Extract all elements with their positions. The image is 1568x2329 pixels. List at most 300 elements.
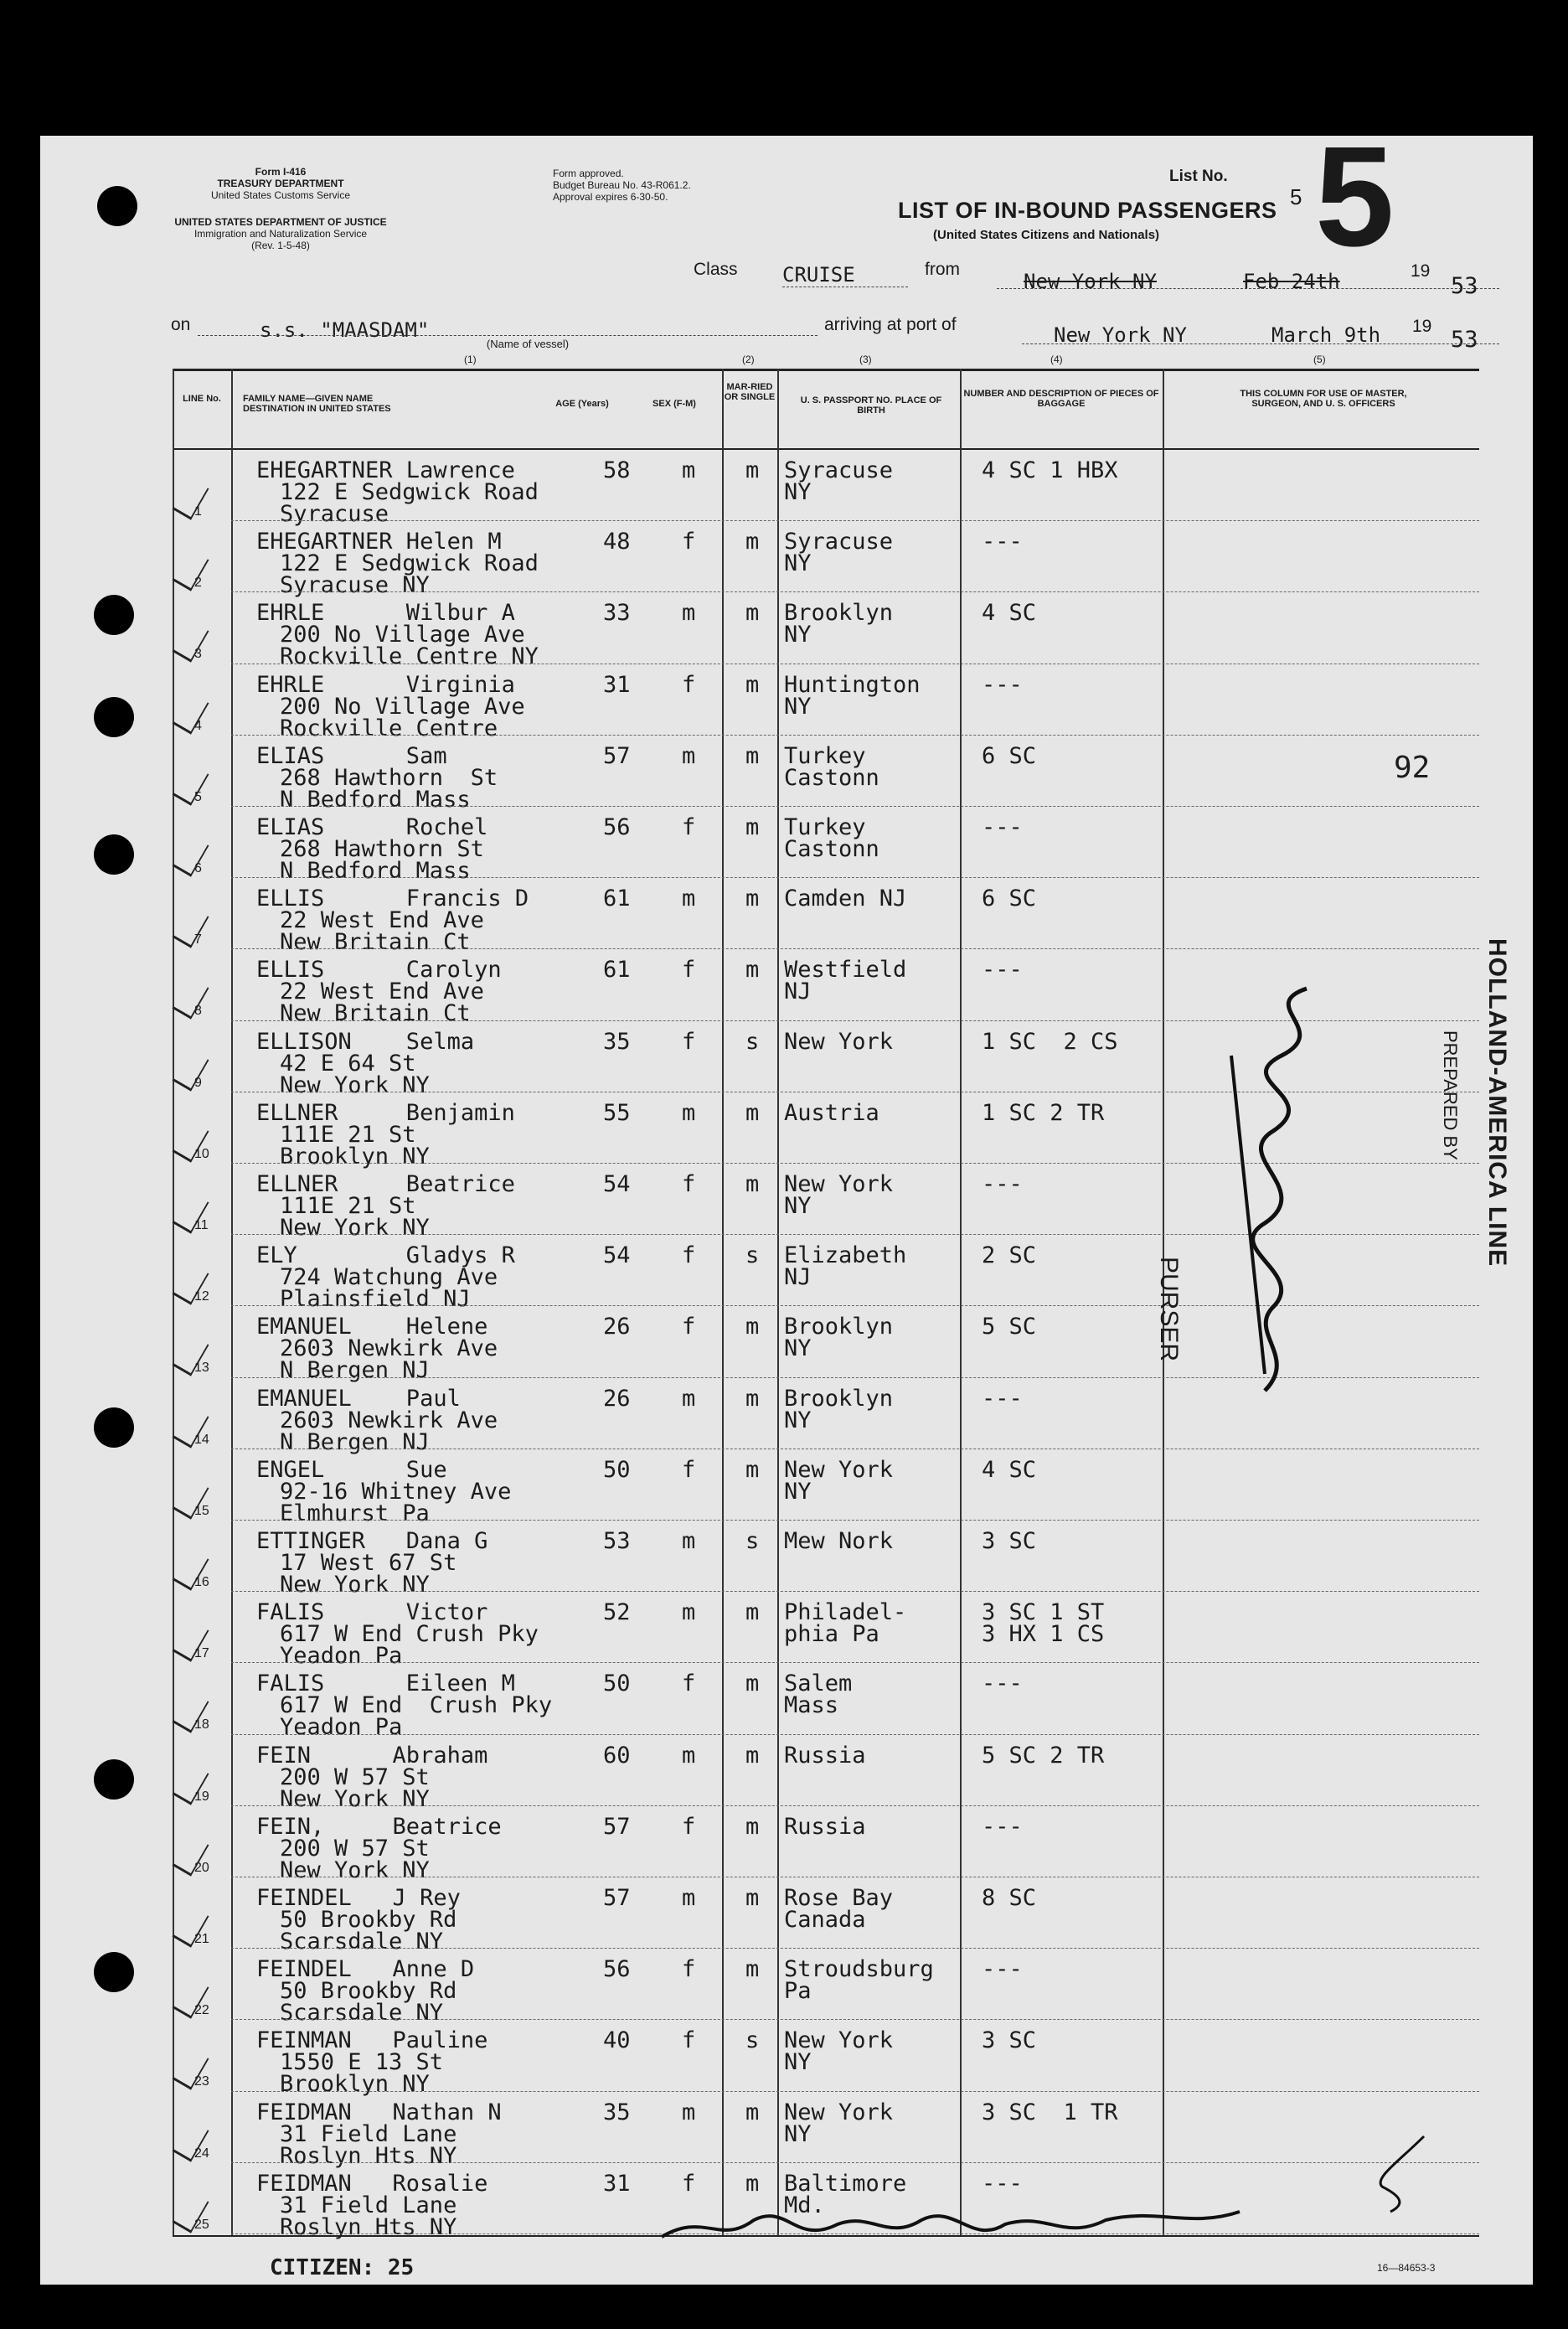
- passenger-name: ELLIS Francis D: [256, 886, 529, 912]
- marital-status-cell: m: [745, 1956, 760, 1983]
- line-number: 3: [194, 647, 202, 662]
- row-divider: [231, 1805, 1479, 1806]
- line-number: 16: [194, 1575, 209, 1589]
- sex-cell: f: [682, 1314, 696, 1340]
- line-number: 2: [194, 576, 202, 591]
- birthplace-line-1: Brooklyn: [784, 1385, 894, 1412]
- page-title: LIST OF IN-BOUND PASSENGERS: [898, 198, 1277, 223]
- header-sex: SEX (F-M): [652, 399, 696, 409]
- address-line-2: Syracuse NY: [280, 572, 430, 599]
- baggage-cell: ---: [982, 671, 1023, 698]
- marital-status-cell: m: [745, 1385, 760, 1412]
- line-number: 21: [194, 1932, 209, 1946]
- passenger-name: ELLNER Beatrice: [256, 1171, 515, 1197]
- baggage-cell: ---: [982, 814, 1023, 840]
- age-cell: 61: [603, 886, 631, 912]
- sex-cell: m: [682, 1099, 696, 1126]
- sex-cell: f: [682, 1242, 696, 1269]
- baggage-cell: ---: [982, 1956, 1023, 1983]
- passenger-name: ELLIS Carolyn: [256, 957, 502, 984]
- binder-hole: [94, 697, 134, 737]
- passenger-name: FEIDMAN Rosalie: [256, 2170, 488, 2197]
- approval-line-3: Approval expires 6-30-50.: [553, 191, 668, 203]
- address-line-2: Rockville Centre: [280, 715, 498, 741]
- marital-status-cell: m: [745, 1599, 760, 1626]
- marital-status-cell: m: [745, 600, 760, 627]
- form-number: Form I-416: [255, 166, 307, 178]
- marital-status-cell: m: [745, 1742, 760, 1769]
- row-divider: [231, 735, 1479, 736]
- birthplace-line-2: Canada: [784, 1907, 866, 1933]
- dept-justice: UNITED STATES DEPARTMENT OF JUSTICE: [174, 216, 387, 228]
- col-divider: [722, 369, 724, 2235]
- col-num-1: (1): [464, 354, 477, 365]
- year-prefix-2: 19: [1412, 317, 1432, 336]
- class-label: Class: [694, 260, 738, 279]
- address-line-1: 122 E Sedgwick Road: [280, 479, 539, 505]
- address-line-2: Yeadon Pa: [280, 1643, 403, 1670]
- approval-line-1: Form approved.: [553, 168, 624, 179]
- age-cell: 54: [603, 1242, 631, 1269]
- address-line-2: Scarsdale NY: [280, 2000, 444, 2027]
- age-cell: 60: [603, 1742, 631, 1769]
- marital-status-cell: s: [745, 1242, 760, 1269]
- baggage-cell: 3 SC 1 ST: [982, 1599, 1105, 1626]
- address-line-2: Yeadon Pa: [280, 1714, 403, 1741]
- marital-status-cell: m: [745, 1314, 760, 1340]
- header-age: AGE (Years): [555, 399, 609, 409]
- address-line-1: 2603 Newkirk Ave: [280, 1335, 498, 1362]
- address-line-2: New York NY: [280, 1856, 430, 1883]
- age-cell: 57: [603, 742, 631, 769]
- birthplace-line-1: Elizabeth: [784, 1242, 907, 1269]
- birthplace-line-1: Stroudsburg: [784, 1956, 934, 1983]
- line-number: 4: [194, 718, 202, 733]
- baggage-cell: 3 SC: [982, 1528, 1037, 1554]
- address-line-2: New Britain Ct: [280, 929, 471, 956]
- address-line-1: 724 Watchung Ave: [280, 1264, 498, 1291]
- address-line-1: 268 Hawthorn St: [280, 836, 484, 862]
- address-line-1: 22 West End Ave: [280, 979, 484, 1005]
- row-divider: [231, 1948, 1479, 1949]
- passenger-name: FEINDEL Anne D: [256, 1956, 475, 1983]
- birthplace-line-1: Russia: [784, 1813, 866, 1840]
- dept-customs: United States Customs Service: [210, 189, 351, 201]
- sex-cell: f: [682, 529, 696, 555]
- birthplace-line-1: Baltimore: [784, 2170, 907, 2197]
- birthplace-line-2: Md.: [784, 2192, 825, 2218]
- address-line-1: 200 W 57 St: [280, 1764, 430, 1790]
- sex-cell: f: [682, 2027, 696, 2054]
- address-line-2: New York NY: [280, 1572, 430, 1598]
- address-line-1: 200 No Village Ave: [280, 693, 525, 720]
- age-cell: 55: [603, 1099, 631, 1126]
- line-number: 23: [194, 2074, 209, 2089]
- revision: (Rev. 1-5-48): [251, 240, 310, 251]
- age-cell: 56: [603, 814, 631, 840]
- line-number: 6: [194, 861, 202, 875]
- baggage-cell: ---: [982, 2170, 1023, 2197]
- line-number: 8: [194, 1004, 202, 1019]
- age-cell: 58: [603, 457, 631, 483]
- dept-treasury: TREASURY DEPARTMENT: [217, 178, 344, 189]
- marital-status-cell: m: [745, 529, 760, 555]
- birthplace-line-2: Pa: [784, 1978, 812, 2005]
- address-line-2: Elmhurst Pa: [280, 1500, 430, 1526]
- birthplace-line-2: NY: [784, 1407, 812, 1433]
- line-number: 25: [194, 2217, 209, 2232]
- passenger-name: FALIS Victor: [256, 1599, 488, 1626]
- address-line-2: Brooklyn NY: [280, 1143, 430, 1170]
- binder-hole: [94, 834, 134, 875]
- year-prefix-1: 19: [1411, 261, 1431, 281]
- address-line-1: 617 W End Crush Pky: [280, 1621, 539, 1648]
- marital-status-cell: m: [745, 886, 760, 912]
- col-divider: [231, 369, 233, 2235]
- sex-cell: m: [682, 1742, 696, 1769]
- address-line-1: 42 E 64 St: [280, 1050, 416, 1077]
- annotation-92: 92: [1394, 751, 1431, 785]
- list-no-label: List No.: [1169, 168, 1228, 185]
- marital-status-cell: m: [745, 814, 760, 840]
- passenger-name: EHRLE Virginia: [256, 671, 515, 698]
- baggage-cell: 5 SC 2 TR: [982, 1742, 1105, 1769]
- address-line-2: New Britain Ct: [280, 1000, 471, 1027]
- from-port: New York NY: [1024, 270, 1157, 293]
- passenger-name: FALIS Eileen M: [256, 1671, 515, 1697]
- line-number: 10: [194, 1146, 209, 1161]
- age-cell: 61: [603, 957, 631, 984]
- header-line-no: LINE No.: [183, 394, 221, 404]
- address-line-2: Syracuse: [280, 501, 389, 527]
- age-cell: 52: [603, 1599, 631, 1626]
- marital-status-cell: m: [745, 1885, 760, 1911]
- header-passport: U. S. PASSPORT NO. PLACE OF BIRTH: [800, 395, 942, 416]
- address-line-1: 50 Brookby Rd: [280, 1907, 457, 1933]
- address-line-1: 111E 21 St: [280, 1193, 416, 1219]
- baggage-cell: ---: [982, 1171, 1023, 1197]
- age-cell: 48: [603, 529, 631, 555]
- address-line-1: 92-16 Whitney Ave: [280, 1478, 512, 1505]
- binder-hole: [94, 1759, 134, 1800]
- line-number: 18: [194, 1717, 209, 1733]
- sex-cell: m: [682, 1599, 696, 1626]
- binder-hole: [94, 595, 134, 635]
- row-divider: [231, 806, 1479, 807]
- marital-status-cell: s: [745, 1528, 760, 1554]
- sex-cell: f: [682, 1813, 696, 1840]
- col-num-3: (3): [859, 354, 872, 365]
- passenger-name: FEIN, Beatrice: [256, 1813, 502, 1840]
- marital-status-cell: m: [745, 2170, 760, 2197]
- age-cell: 31: [603, 671, 631, 698]
- address-line-1: 617 W End Crush Pky: [280, 1692, 553, 1719]
- address-line-2: New York NY: [280, 1785, 430, 1812]
- address-line-2: N Bergen NJ: [280, 1357, 430, 1384]
- col-divider: [777, 369, 779, 2235]
- age-cell: 40: [603, 2027, 631, 2054]
- marital-status-cell: m: [745, 1456, 760, 1483]
- address-line-1: 111E 21 St: [280, 1121, 416, 1148]
- birthplace-line-1: Turkey: [784, 742, 866, 769]
- baggage-cell: 6 SC: [982, 886, 1037, 912]
- header-married: MAR-RIED OR SINGLE: [724, 382, 776, 402]
- address-line-1: 31 Field Lane: [280, 2192, 457, 2218]
- arrival-port: New York NY: [1054, 323, 1187, 347]
- address-line-2: N Bedford Mass: [280, 786, 471, 813]
- passenger-name: EHEGARTNER Lawrence: [256, 457, 515, 483]
- line-number: 12: [194, 1289, 209, 1304]
- birthplace-line-2: NY: [784, 2120, 812, 2147]
- form-code: 16—84653-3: [1377, 2262, 1436, 2274]
- age-cell: 35: [603, 1028, 631, 1055]
- sex-cell: f: [682, 1456, 696, 1483]
- row-divider: [231, 1662, 1479, 1663]
- header-baggage: NUMBER AND DESCRIPTION OF PIECES OF BAGGAGE: [963, 389, 1159, 409]
- line-number: 1: [194, 504, 202, 519]
- col-num-4: (4): [1050, 354, 1063, 365]
- sex-cell: f: [682, 814, 696, 840]
- birthplace-line-1: New York: [784, 1171, 894, 1197]
- marital-status-cell: m: [745, 2099, 760, 2125]
- age-cell: 31: [603, 2170, 631, 2197]
- baggage-cell: 4 SC 1 HBX: [982, 457, 1118, 483]
- row-divider: [231, 948, 1479, 949]
- from-label: from: [925, 260, 960, 279]
- baggage-cell-2: 3 HX 1 CS: [982, 1621, 1105, 1648]
- birthplace-line-2: NY: [784, 1193, 812, 1219]
- arrival-underline: [1022, 343, 1499, 344]
- age-cell: 35: [603, 2099, 631, 2125]
- passenger-name: ENGEL Sue: [256, 1456, 447, 1483]
- citizen-total: CITIZEN: 25: [270, 2255, 415, 2280]
- baggage-cell: ---: [982, 1385, 1023, 1412]
- address-line-2: Roslyn Hts NY: [280, 2213, 457, 2240]
- line-number: 17: [194, 1646, 209, 1661]
- side-prepared-by: PREPARED BY: [1440, 1030, 1461, 1160]
- row-divider: [231, 591, 1479, 592]
- age-cell: 56: [603, 1956, 631, 1983]
- address-line-1: 122 E Sedgwick Road: [280, 550, 539, 577]
- margin-mark: [1365, 2128, 1432, 2220]
- marital-status-cell: m: [745, 457, 760, 483]
- row-divider: [231, 1734, 1479, 1735]
- age-cell: 33: [603, 600, 631, 627]
- birthplace-line-1: Westfield: [784, 957, 907, 984]
- row-divider: [231, 2019, 1479, 2020]
- baggage-cell: 1 SC 2 CS: [982, 1028, 1118, 1055]
- baggage-cell: ---: [982, 957, 1023, 984]
- line-number: 24: [194, 2146, 209, 2161]
- address-line-2: Plainsfield NJ: [280, 1286, 471, 1313]
- row-divider: [231, 877, 1479, 878]
- baggage-cell: 4 SC: [982, 1456, 1037, 1483]
- sex-cell: f: [682, 1671, 696, 1697]
- marital-status-cell: m: [745, 1813, 760, 1840]
- sex-cell: f: [682, 671, 696, 698]
- address-line-2: New York NY: [280, 1072, 430, 1098]
- baggage-cell: 3 SC: [982, 2027, 1037, 2054]
- birthplace-line-1: Camden NJ: [784, 886, 907, 912]
- row-divider: [231, 2162, 1479, 2163]
- passenger-name: EHEGARTNER Helen M: [256, 529, 502, 555]
- birthplace-line-2: NY: [784, 550, 812, 577]
- marital-status-cell: m: [745, 1671, 760, 1697]
- line-number: 20: [194, 1860, 209, 1875]
- passenger-name: EHRLE Wilbur A: [256, 600, 515, 627]
- passenger-name: ELY Gladys R: [256, 1242, 515, 1269]
- birthplace-line-2: NY: [784, 1478, 812, 1505]
- list-no-big: 5: [1315, 117, 1395, 276]
- col-num-5: (5): [1313, 354, 1326, 365]
- marital-status-cell: m: [745, 1099, 760, 1126]
- baggage-cell: 4 SC: [982, 600, 1037, 627]
- birthplace-line-1: Brooklyn: [784, 600, 894, 627]
- birthplace-line-1: Rose Bay: [784, 1885, 894, 1911]
- passenger-name: ELIAS Sam: [256, 742, 447, 769]
- line-number: 14: [194, 1432, 209, 1447]
- age-cell: 50: [603, 1671, 631, 1697]
- birthplace-line-1: Philadel-: [784, 1599, 907, 1626]
- binder-hole: [94, 1952, 134, 1992]
- birthplace-line-2: Mass: [784, 1692, 839, 1719]
- sex-cell: m: [682, 886, 696, 912]
- address-line-2: Scarsdale NY: [280, 1929, 444, 1955]
- row-divider: [231, 520, 1479, 521]
- sex-cell: m: [682, 1885, 696, 1911]
- address-line-1: 268 Hawthorn St: [280, 764, 498, 791]
- baggage-cell: 8 SC: [982, 1885, 1037, 1911]
- birthplace-line-1: Syracuse: [784, 529, 894, 555]
- address-line-2: Roslyn Hts NY: [280, 2142, 457, 2169]
- class-value: CRUISE: [782, 263, 908, 287]
- line-number: 5: [194, 789, 202, 804]
- purser-signature: [1206, 972, 1340, 1407]
- side-purser: PURSER: [1155, 1257, 1183, 1362]
- approval-line-2: Budget Bureau No. 43-R061.2.: [553, 179, 691, 191]
- table-header-rule: [173, 448, 1479, 450]
- birthplace-line-1: Austria: [784, 1099, 879, 1126]
- on-label: on: [171, 315, 191, 334]
- vessel-caption: (Name of vessel): [486, 338, 570, 350]
- birthplace-line-2: NJ: [784, 979, 812, 1005]
- birthplace-line-2: NY: [784, 2049, 812, 2076]
- address-line-1: 31 Field Lane: [280, 2120, 457, 2147]
- sex-cell: m: [682, 1528, 696, 1554]
- birthplace-line-1: New York: [784, 2099, 894, 2125]
- list-no-small: 5: [1290, 184, 1302, 209]
- marital-status-cell: s: [745, 2027, 760, 2054]
- address-line-2: Brooklyn NY: [280, 2071, 430, 2098]
- sex-cell: m: [682, 2099, 696, 2125]
- birthplace-line-1: New York: [784, 1028, 894, 1055]
- birthplace-line-2: NY: [784, 1335, 812, 1362]
- form-header-left: [159, 166, 402, 201]
- passenger-name: FEIN Abraham: [256, 1742, 488, 1769]
- birthplace-line-1: Huntington: [784, 671, 921, 698]
- form-header-left-2: [159, 216, 402, 251]
- from-underline: [997, 288, 1499, 289]
- age-cell: 53: [603, 1528, 631, 1554]
- address-line-1: 17 West 67 St: [280, 1550, 457, 1576]
- marital-status-cell: m: [745, 1171, 760, 1197]
- header-name: FAMILY NAME—GIVEN NAME DESTINATION IN UNITED STATES: [243, 394, 391, 414]
- handwritten-signature: [653, 2195, 1256, 2254]
- sex-cell: m: [682, 600, 696, 627]
- birthplace-line-2: NJ: [784, 1264, 812, 1291]
- dept-immigration: Immigration and Naturalization Service: [193, 228, 368, 240]
- birthplace-line-2: phia Pa: [784, 1621, 879, 1648]
- side-line-name: HOLLAND-AMERICA LINE: [1483, 938, 1511, 1268]
- line-number: 13: [194, 1361, 209, 1376]
- header-officers: THIS COLUMN FOR USE OF MASTER, SURGEON, AND U. S. OFFICERS: [1240, 389, 1407, 409]
- passenger-name: ETTINGER Dana G: [256, 1528, 488, 1554]
- vessel-underline: [198, 335, 818, 336]
- marital-status-cell: s: [745, 1028, 760, 1055]
- passenger-name: FEINMAN Pauline: [256, 2027, 488, 2054]
- arriving-label: arriving at port of: [824, 315, 957, 334]
- baggage-cell: ---: [982, 1671, 1023, 1697]
- birthplace-line-2: NY: [784, 693, 812, 720]
- marital-status-cell: m: [745, 957, 760, 984]
- line-number: 11: [194, 1218, 209, 1232]
- age-cell: 26: [603, 1314, 631, 1340]
- address-line-2: N Bergen NJ: [280, 1428, 430, 1455]
- marital-status-cell: m: [745, 742, 760, 769]
- sex-cell: f: [682, 2170, 696, 2197]
- birthplace-line-1: Turkey: [784, 814, 866, 840]
- sex-cell: m: [682, 742, 696, 769]
- row-divider: [231, 2091, 1479, 2092]
- passenger-name: FEIDMAN Nathan N: [256, 2099, 502, 2125]
- age-cell: 26: [603, 1385, 631, 1412]
- table-top-rule: [173, 369, 1479, 371]
- baggage-cell: ---: [982, 1813, 1023, 1840]
- passenger-name: ELLISON Selma: [256, 1028, 475, 1055]
- baggage-cell: ---: [982, 529, 1023, 555]
- sex-cell: m: [682, 457, 696, 483]
- address-line-1: 1550 E 13 St: [280, 2049, 444, 2076]
- line-number: 19: [194, 1789, 209, 1804]
- age-cell: 57: [603, 1885, 631, 1911]
- form-approval: [553, 168, 754, 203]
- birthplace-line-1: Syracuse: [784, 457, 894, 483]
- line-number: 15: [194, 1503, 209, 1518]
- sex-cell: f: [682, 1956, 696, 1983]
- address-line-1: 22 West End Ave: [280, 907, 484, 934]
- birthplace-line-1: New York: [784, 1456, 894, 1483]
- address-line-1: 2603 Newkirk Ave: [280, 1407, 498, 1433]
- birthplace-line-2: Castonn: [784, 764, 879, 791]
- binder-hole: [97, 186, 137, 226]
- baggage-cell: 3 SC 1 TR: [982, 2099, 1118, 2125]
- birthplace-line-1: Salem: [784, 1671, 853, 1697]
- baggage-cell: 6 SC: [982, 742, 1037, 769]
- age-cell: 54: [603, 1171, 631, 1197]
- birthplace-line-1: Mew Nork: [784, 1528, 894, 1554]
- arrival-date: March 9th: [1271, 323, 1381, 347]
- birthplace-line-1: Brooklyn: [784, 1314, 894, 1340]
- address-line-1: 200 W 57 St: [280, 1835, 430, 1862]
- row-divider: [231, 1591, 1479, 1592]
- birthplace-line-1: New York: [784, 2027, 894, 2054]
- birthplace-line-2: NY: [784, 622, 812, 648]
- address-line-2: New York NY: [280, 1215, 430, 1241]
- passenger-name: ELLNER Benjamin: [256, 1099, 515, 1126]
- marital-status-cell: m: [745, 671, 760, 698]
- address-line-2: Rockville Centre NY: [280, 643, 539, 670]
- age-cell: 50: [603, 1456, 631, 1483]
